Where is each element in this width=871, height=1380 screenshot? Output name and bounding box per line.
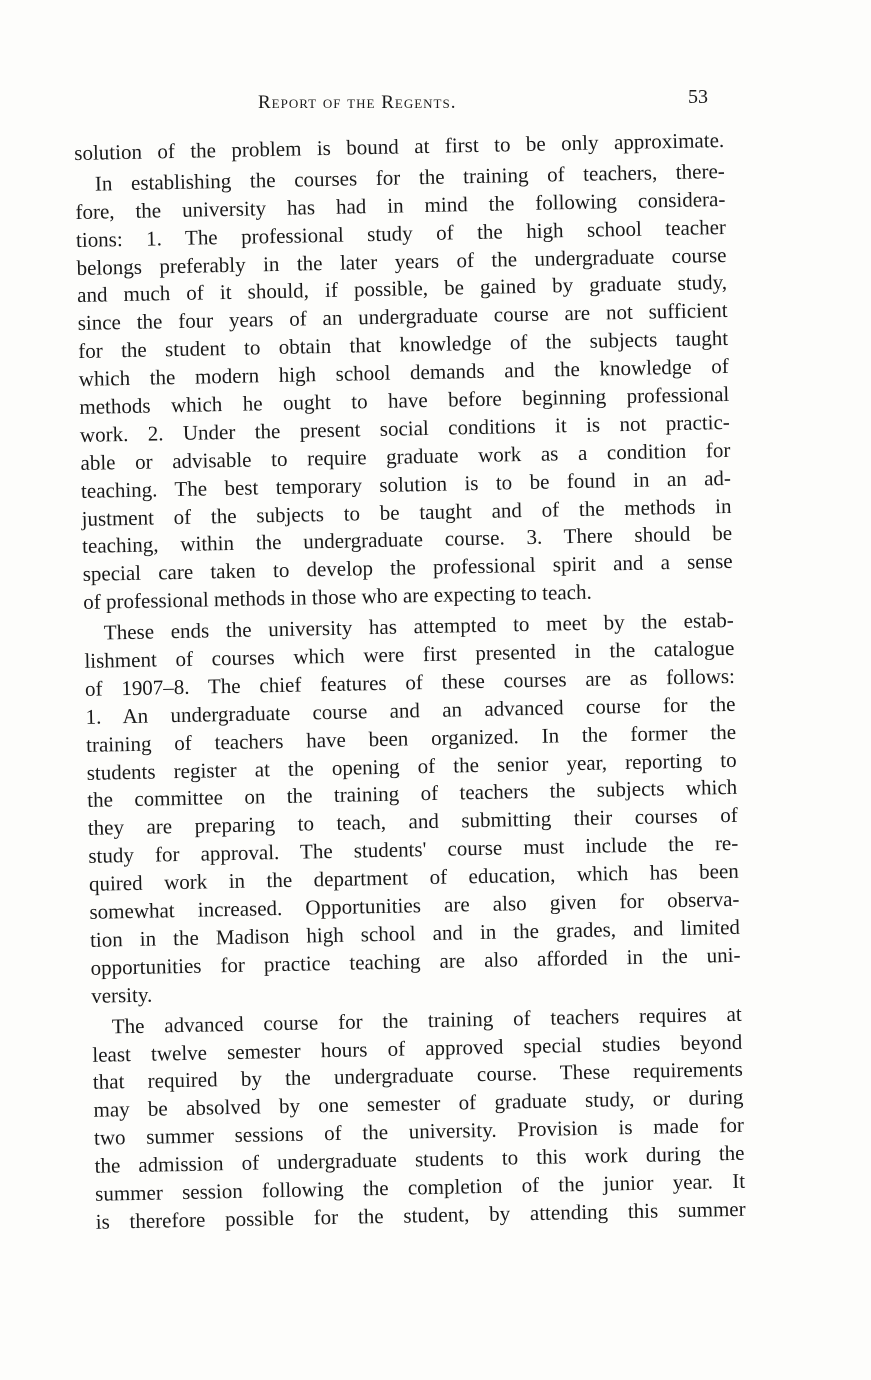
text-line: work. 2. Under the present social conditions it is not practic- <box>79 409 731 447</box>
text-line: 1. An undergraduate course and an advanced course for the <box>85 691 736 729</box>
text-line: quired work in the department of education, which has been <box>88 858 740 897</box>
paragraph-end-line: of professional methods in those who are expecting to teach. <box>83 579 592 615</box>
text-line: is therefore possible for the student, by attending this summer <box>95 1196 746 1234</box>
text-line: lishment of courses which were first presented in the catalogue <box>84 635 735 673</box>
text-line: teaching, within the undergraduate course. 3. There should be <box>81 521 733 559</box>
paragraph-end-line: versity. <box>90 982 153 1008</box>
body-text <box>74 127 746 1237</box>
text-line: solution of the problem is bound at first to be only approximate. <box>74 127 725 165</box>
paragraph-start-line: These ends the university has attempted to meet by the estab- <box>103 607 735 645</box>
text-line: for the student to obtain that knowledge of the subjects taught <box>77 326 729 364</box>
text-line: fore, the university has had in mind the following considera- <box>75 186 726 224</box>
text-line: study for approval. The students' course must include the re- <box>88 831 739 869</box>
text-line: justment of the subjects to be taught and of the methods in <box>81 493 732 531</box>
text-line: opportunities for practice teaching are also afforded in the uni- <box>90 942 741 980</box>
text-line: since the four years of an undergraduate course are not sufficient <box>77 298 728 336</box>
text-line: teaching. The best temporary solution is to be found in an ad- <box>80 465 732 503</box>
text-line: and much of it should, if possible, be gained by graduate study, <box>76 270 728 308</box>
text-line: tions: 1. The professional study of the high school teacher <box>75 214 727 252</box>
running-title: Report of the Regents. <box>258 92 457 113</box>
text-line: tion in the Madison high school and in the grades, and limited <box>89 914 741 952</box>
text-line: somewhat increased. Opportunities are also given for observa- <box>89 886 740 924</box>
text-line: the admission of undergraduate students to this work during the <box>94 1140 745 1178</box>
text-line: methods which he ought to have before beginning professional <box>79 381 730 419</box>
text-line: students register at the opening of the senior year, reporting to <box>86 747 737 785</box>
text-line: least twelve semester hours of approved special studies beyond <box>92 1029 743 1067</box>
text-line: may be absolved by one semester of graduate study, or during <box>93 1085 744 1123</box>
text-line: the committee on the training of teachers the subjects which <box>87 775 738 813</box>
text-line: belongs preferably in the later years of the undergraduate course <box>76 242 727 280</box>
text-line: of 1907–8. The chief features of these courses are as follows: <box>84 663 736 701</box>
text-line: two summer sessions of the university. Provision is made for <box>93 1112 745 1150</box>
text-line: that required by the undergraduate course. These requirements <box>92 1057 744 1095</box>
paragraph-start-line: In establishing the courses for the training of teachers, there- <box>94 158 725 196</box>
text-line: which the modern high school demands and the knowledge of <box>78 354 729 392</box>
text-line: able or advisable to require graduate work as a condition for <box>80 437 731 475</box>
page-number: 53 <box>688 86 708 108</box>
paragraph-start-line: The advanced course for the training of teachers requires at <box>111 1001 742 1039</box>
text-line: special care taken to develop the professional spirit and a sense <box>82 549 733 587</box>
text-line: summer session following the completion of the junior year. It <box>94 1168 746 1206</box>
text-line: training of teachers have been organized. In the former the <box>85 719 737 757</box>
text-line: they are preparing to teach, and submitting their courses of <box>87 803 738 841</box>
